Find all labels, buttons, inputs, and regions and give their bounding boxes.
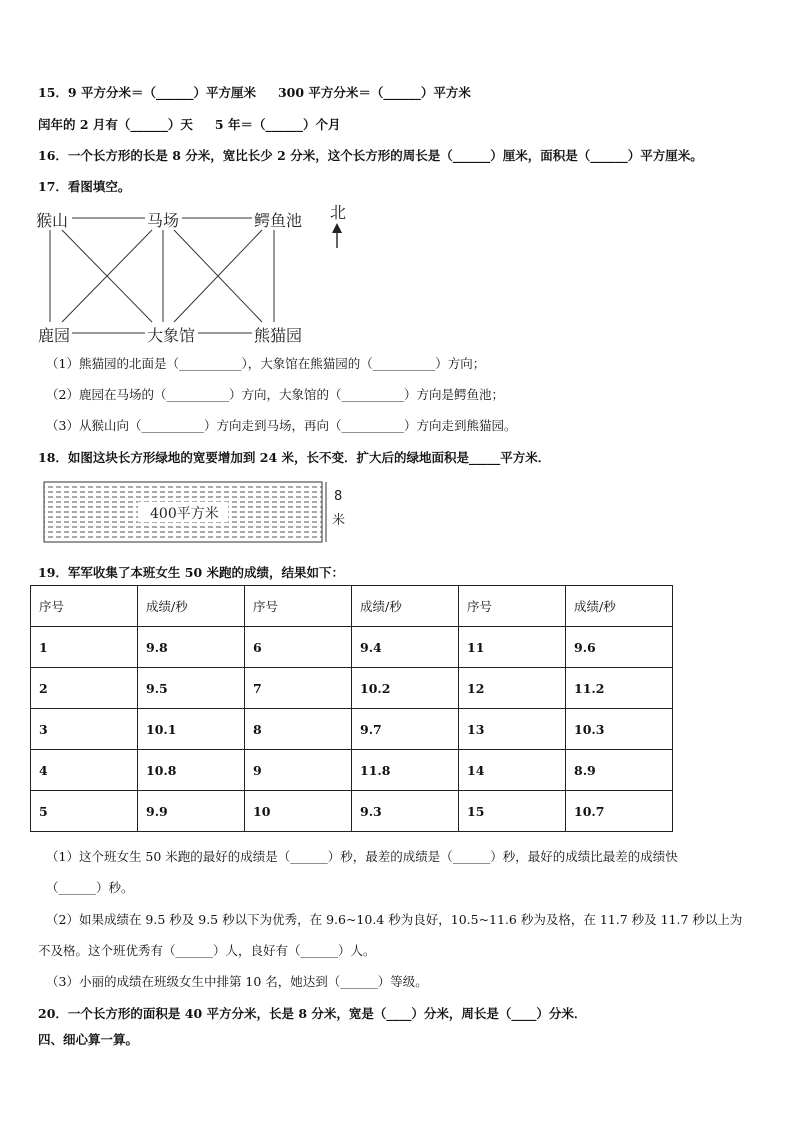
scores-table <box>30 585 673 832</box>
table-cell: 11.2 <box>566 668 673 709</box>
section4-title: 四、细心算一算。 <box>38 1032 139 1047</box>
table-cell: 9.9 <box>138 791 245 832</box>
q18-area-label: 400平方米 <box>150 506 219 522</box>
table-cell: 6 <box>245 627 352 668</box>
table-cell: 5 <box>31 791 138 832</box>
table-cell: 10.2 <box>352 668 459 709</box>
q18-rectangle-diagram <box>0 470 794 560</box>
q17-sub2: （2）鹿园在马场的（__________）方向，大象馆的（__________）方向是鳄鱼池； <box>46 387 504 402</box>
q19-sub3: （3）小丽的成绩在班级女生中排第 10 名，她达到（______）等级。 <box>46 974 428 989</box>
table-cell: 7 <box>245 668 352 709</box>
table-cell: 10 <box>245 791 352 832</box>
q18-width-label: 8 <box>334 489 343 504</box>
table-cell: 9.7 <box>352 709 459 750</box>
q17-sub3: （3）从猴山向（__________）方向走到马场，再向（__________）方向走到熊猫园。 <box>46 418 517 433</box>
table-cell: 8.9 <box>566 750 673 791</box>
table-cell: 9.8 <box>138 627 245 668</box>
table-cell: 4 <box>31 750 138 791</box>
q15-area-dm-to-m: 300 平方分米＝（______）平方米 <box>277 85 471 100</box>
table-header-cell: 序号 <box>31 586 138 627</box>
table-cell: 2 <box>31 668 138 709</box>
q15-area-dm-to-cm: 15．9 平方分米＝（______）平方厘米 <box>38 85 256 100</box>
q20-text: 20．一个长方形的面积是 40 平方分米，长是 8 分米，宽是（____）分米，周长是（____）分米． <box>38 1006 587 1021</box>
table-cell: 11.8 <box>352 750 459 791</box>
table-cell: 9.5 <box>138 668 245 709</box>
table-cell: 10.1 <box>138 709 245 750</box>
place-houshan: 猴山 <box>36 211 69 230</box>
q17-title: 17．看图填空。 <box>38 179 131 194</box>
place-luyuan: 鹿园 <box>38 326 71 345</box>
table-header-row <box>31 586 673 627</box>
table-cell: 11 <box>459 627 566 668</box>
table-cell: 10.3 <box>566 709 673 750</box>
table-header-cell: 成绩/秒 <box>566 586 673 627</box>
q16-text: 16．一个长方形的长是 8 分米，宽比长少 2 分米，这个长方形的周长是（______）厘米，面积是（______）平方厘米。 <box>38 148 703 163</box>
place-machang: 马场 <box>147 211 180 230</box>
place-xiongmaoyuan: 熊猫园 <box>254 326 303 345</box>
table-cell: 9.4 <box>352 627 459 668</box>
table-cell: 3 <box>31 709 138 750</box>
q19-sub2-line2: 不及格。这个班优秀有（______）人，良好有（______）人。 <box>38 943 376 958</box>
table-header-cell: 序号 <box>245 586 352 627</box>
table-cell: 13 <box>459 709 566 750</box>
table-row <box>31 750 673 791</box>
q18-unit-label: 米 <box>332 513 346 528</box>
table-cell: 9 <box>245 750 352 791</box>
place-daxiangguan: 大象馆 <box>147 326 196 345</box>
table-cell: 8 <box>245 709 352 750</box>
table-header-cell: 序号 <box>459 586 566 627</box>
q18-text: 18．如图这块长方形绿地的宽要增加到 24 米，长不变．扩大后的绿地面积是_____平方米． <box>38 450 551 465</box>
table-cell: 10.7 <box>566 791 673 832</box>
q19-sub2-line1: （2）如果成绩在 9.5 秒及 9.5 秒以下为优秀，在 9.6~10.4 秒为良好，10.5~11.6 秒为及格，在 11.7 秒及 11.7 秒以上为 <box>46 912 743 927</box>
q15-leap-year-feb: 闰年的 2 月有（______）天 <box>38 117 193 132</box>
table-cell: 14 <box>459 750 566 791</box>
north-arrow-icon <box>332 223 342 248</box>
table-cell: 9.3 <box>352 791 459 832</box>
table-cell: 12 <box>459 668 566 709</box>
table-row <box>31 627 673 668</box>
table-row <box>31 668 673 709</box>
table-cell: 9.6 <box>566 627 673 668</box>
place-eyuchi: 鳄鱼池 <box>254 211 303 230</box>
table-row <box>31 791 673 832</box>
q15-years-to-months: 5 年＝（______）个月 <box>214 117 341 132</box>
q19-sub1-line1: （1）这个班女生 50 米跑的最好的成绩是（______）秒，最差的成绩是（______）秒，最好的成绩比最差的成绩快 <box>46 849 678 864</box>
table-cell: 10.8 <box>138 750 245 791</box>
table-header-cell: 成绩/秒 <box>352 586 459 627</box>
q17-sub1: （1）熊猫园的北面是（__________），大象馆在熊猫园的（__________）方向； <box>46 356 486 371</box>
q19-sub1-line2: （______）秒。 <box>46 880 134 895</box>
north-label: 北 <box>330 203 347 222</box>
q17-map-diagram <box>0 0 794 360</box>
table-cell: 15 <box>459 791 566 832</box>
table-row <box>31 709 673 750</box>
table-header-cell: 成绩/秒 <box>138 586 245 627</box>
table-cell: 1 <box>31 627 138 668</box>
q19-title: 19．军军收集了本班女生 50 米跑的成绩，结果如下： <box>38 565 344 580</box>
